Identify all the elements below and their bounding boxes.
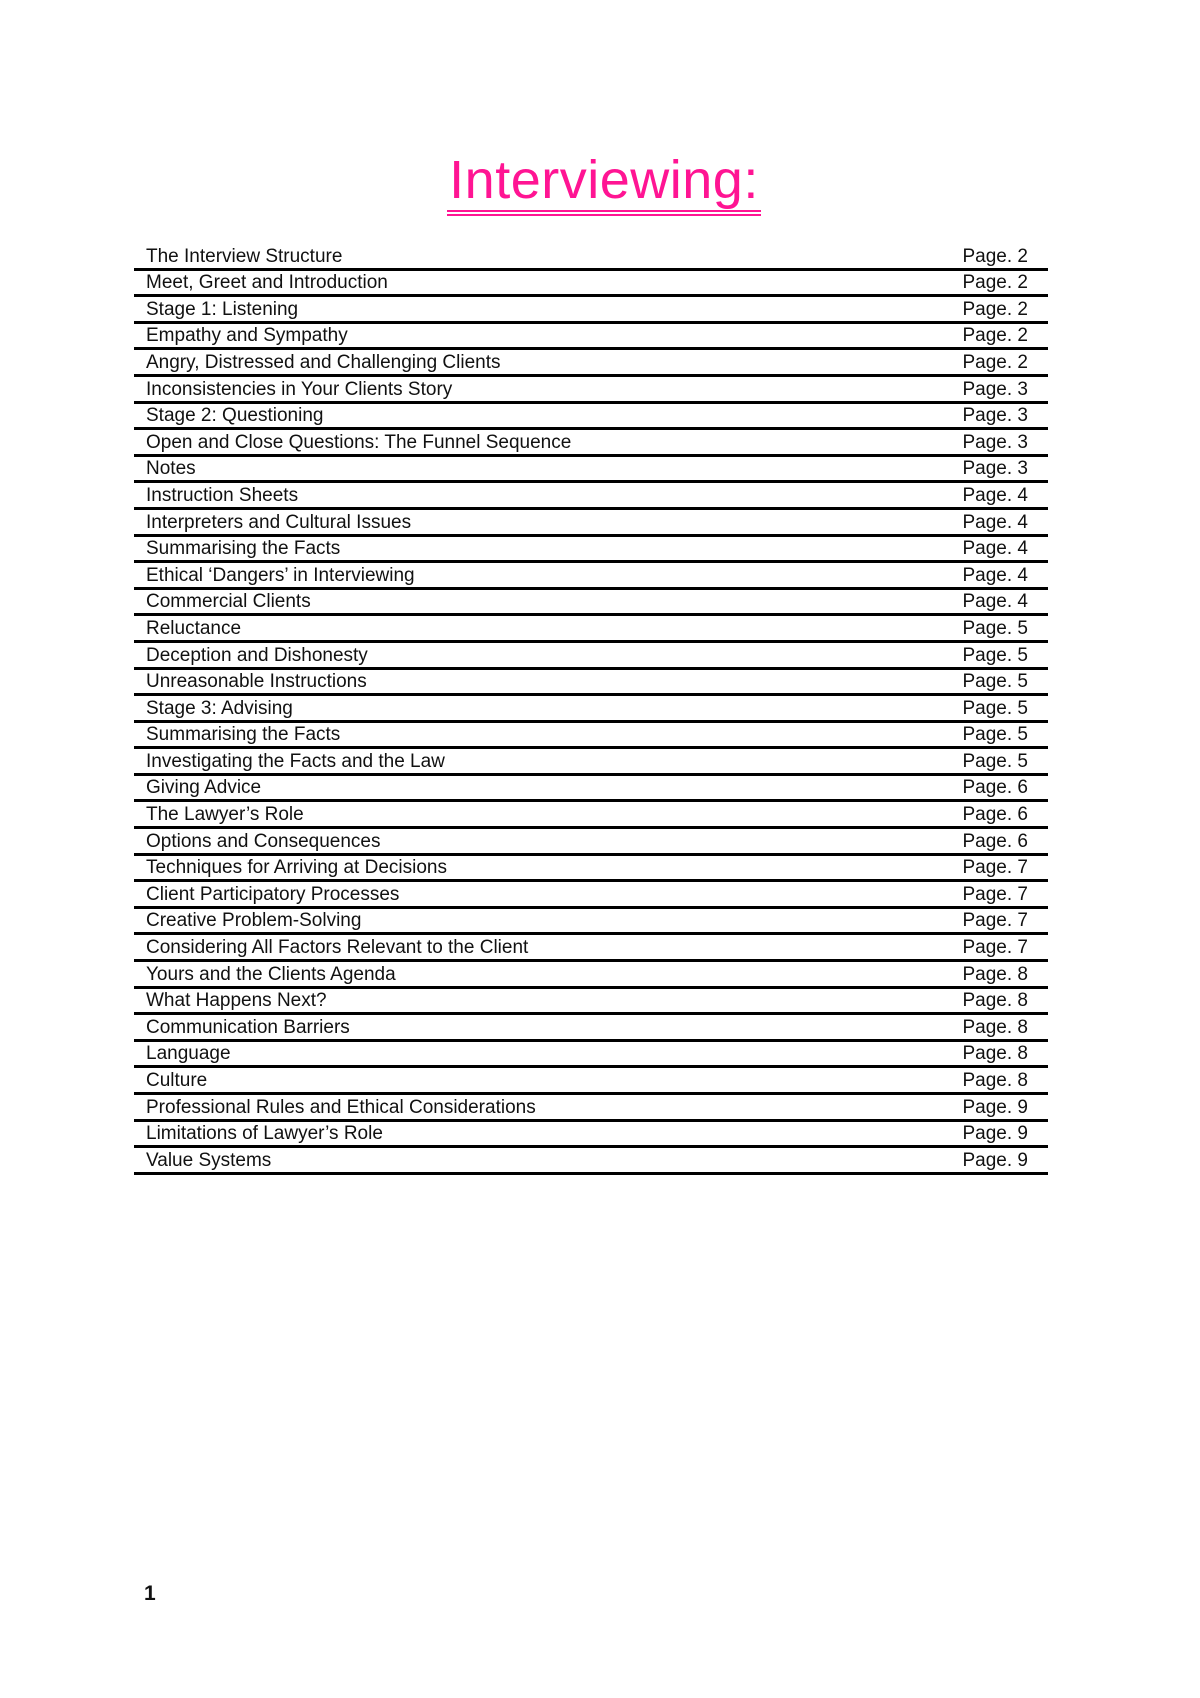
- toc-entry-page: Page. 8: [962, 963, 1028, 985]
- toc-row: [134, 616, 1048, 643]
- toc-entry-page: Page. 2: [962, 351, 1028, 373]
- toc-entry-title: Stage 1: Listening: [146, 298, 299, 320]
- toc-entry-title: Reluctance: [146, 617, 242, 639]
- toc-row: [134, 643, 1048, 670]
- toc-row: [134, 1015, 1048, 1042]
- document-title: Interviewing:: [447, 150, 761, 216]
- toc-entry-page: Page. 6: [962, 830, 1028, 852]
- toc-row: [134, 802, 1048, 829]
- toc-entry-title: Considering All Factors Relevant to the Client: [146, 937, 529, 959]
- toc-entry-title: Language: [146, 1043, 231, 1065]
- toc-row: [134, 297, 1048, 324]
- toc-row: [134, 829, 1048, 856]
- table-of-contents: [134, 244, 1048, 1175]
- toc-entry-page: Page. 9: [962, 1123, 1028, 1145]
- toc-entry-title: Investigating the Facts and the Law: [146, 750, 445, 772]
- toc-entry-page: Page. 3: [962, 458, 1028, 480]
- toc-row: [134, 962, 1048, 989]
- toc-entry-page: Page. 7: [962, 857, 1028, 879]
- toc-entry-title: Summarising the Facts: [146, 538, 341, 560]
- toc-row: [134, 749, 1048, 776]
- toc-row: [134, 670, 1048, 697]
- toc-entry-title: Value Systems: [146, 1149, 272, 1171]
- toc-row: [134, 377, 1048, 404]
- toc-entry-page: Page. 2: [962, 272, 1028, 294]
- toc-entry-page: Page. 7: [962, 883, 1028, 905]
- toc-entry-page: Page. 7: [962, 937, 1028, 959]
- toc-entry-page: Page. 4: [962, 511, 1028, 533]
- toc-row: [134, 1122, 1048, 1149]
- toc-row: [134, 1095, 1048, 1122]
- toc-row: [134, 457, 1048, 484]
- toc-entry-page: Page. 2: [962, 245, 1028, 267]
- toc-row: [134, 590, 1048, 617]
- toc-row: [134, 430, 1048, 457]
- toc-row: [134, 483, 1048, 510]
- document-title-block: [0, 148, 1200, 216]
- toc-row: [134, 324, 1048, 351]
- toc-entry-title: Limitations of Lawyer’s Role: [146, 1123, 383, 1145]
- toc-entry-page: Page. 2: [962, 298, 1028, 320]
- toc-row: [134, 723, 1048, 750]
- toc-entry-page: Page. 5: [962, 750, 1028, 772]
- toc-entry-title: The Lawyer’s Role: [146, 804, 304, 826]
- toc-entry-page: Page. 9: [962, 1096, 1028, 1118]
- toc-entry-page: Page. 6: [962, 777, 1028, 799]
- toc-entry-page: Page. 5: [962, 697, 1028, 719]
- toc-entry-page: Page. 4: [962, 591, 1028, 613]
- toc-row: [134, 882, 1048, 909]
- toc-entry-title: Options and Consequences: [146, 830, 381, 852]
- toc-entry-page: Page. 7: [962, 910, 1028, 932]
- toc-entry-page: Page. 8: [962, 990, 1028, 1012]
- page-number: 1: [144, 1582, 156, 1605]
- toc-row: [134, 909, 1048, 936]
- toc-entry-title: Stage 2: Questioning: [146, 405, 324, 427]
- toc-entry-title: Notes: [146, 458, 196, 480]
- toc-entry-title: Ethical ‘Dangers’ in Interviewing: [146, 564, 415, 586]
- toc-entry-page: Page. 4: [962, 564, 1028, 586]
- toc-entry-title: Stage 3: Advising: [146, 697, 293, 719]
- toc-entry-title: Yours and the Clients Agenda: [146, 963, 396, 985]
- toc-entry-page: Page. 5: [962, 644, 1028, 666]
- toc-entry-title: Creative Problem-Solving: [146, 910, 362, 932]
- toc-entry-page: Page. 8: [962, 1043, 1028, 1065]
- toc-entry-title: Empathy and Sympathy: [146, 325, 348, 347]
- toc-entry-title: Interpreters and Cultural Issues: [146, 511, 412, 533]
- toc-row: [134, 244, 1048, 271]
- toc-entry-page: Page. 3: [962, 378, 1028, 400]
- toc-entry-title: Unreasonable Instructions: [146, 671, 367, 693]
- toc-row: [134, 1042, 1048, 1069]
- toc-row: [134, 856, 1048, 883]
- toc-entry-page: Page. 5: [962, 671, 1028, 693]
- toc-entry-title: Communication Barriers: [146, 1016, 350, 1038]
- toc-entry-page: Page. 5: [962, 617, 1028, 639]
- toc-entry-page: Page. 2: [962, 325, 1028, 347]
- toc-entry-title: Commercial Clients: [146, 591, 311, 613]
- toc-row: [134, 1148, 1048, 1175]
- toc-entry-title: What Happens Next?: [146, 990, 327, 1012]
- toc-row: [134, 696, 1048, 723]
- toc-entry-title: Client Participatory Processes: [146, 883, 400, 905]
- toc-entry-page: Page. 5: [962, 724, 1028, 746]
- toc-row: [134, 271, 1048, 298]
- toc-entry-page: Page. 9: [962, 1149, 1028, 1171]
- toc-row: [134, 537, 1048, 564]
- toc-entry-page: Page. 6: [962, 804, 1028, 826]
- toc-entry-title: Inconsistencies in Your Clients Story: [146, 378, 453, 400]
- toc-entry-title: Techniques for Arriving at Decisions: [146, 857, 447, 879]
- toc-entry-title: Giving Advice: [146, 777, 262, 799]
- toc-entry-page: Page. 3: [962, 405, 1028, 427]
- toc-entry-page: Page. 8: [962, 1070, 1028, 1091]
- toc-row: [134, 563, 1048, 590]
- toc-entry-page: Page. 4: [962, 484, 1028, 506]
- toc-entry-title: Open and Close Questions: The Funnel Sequence: [146, 431, 572, 453]
- toc-entry-page: Page. 8: [962, 1016, 1028, 1038]
- toc-entry-title: The Interview Structure: [146, 245, 343, 267]
- toc-entry-page: Page. 3: [962, 431, 1028, 453]
- toc-entry-title: Angry, Distressed and Challenging Clients: [146, 351, 501, 373]
- toc-entry-title: Summarising the Facts: [146, 724, 341, 746]
- toc-row: [134, 935, 1048, 962]
- toc-row: [134, 989, 1048, 1016]
- toc-row: [134, 350, 1048, 377]
- toc-entry-title: Culture: [146, 1070, 208, 1091]
- toc-row: [134, 776, 1048, 803]
- toc-entry-title: Professional Rules and Ethical Considerations: [146, 1096, 536, 1118]
- toc-entry-page: Page. 4: [962, 538, 1028, 560]
- toc-entry-title: Meet, Greet and Introduction: [146, 272, 388, 294]
- toc-row: [134, 404, 1048, 431]
- toc-entry-title: Instruction Sheets: [146, 484, 299, 506]
- toc-row: [134, 1068, 1048, 1095]
- toc-entry-title: Deception and Dishonesty: [146, 644, 368, 666]
- toc-row: [134, 510, 1048, 537]
